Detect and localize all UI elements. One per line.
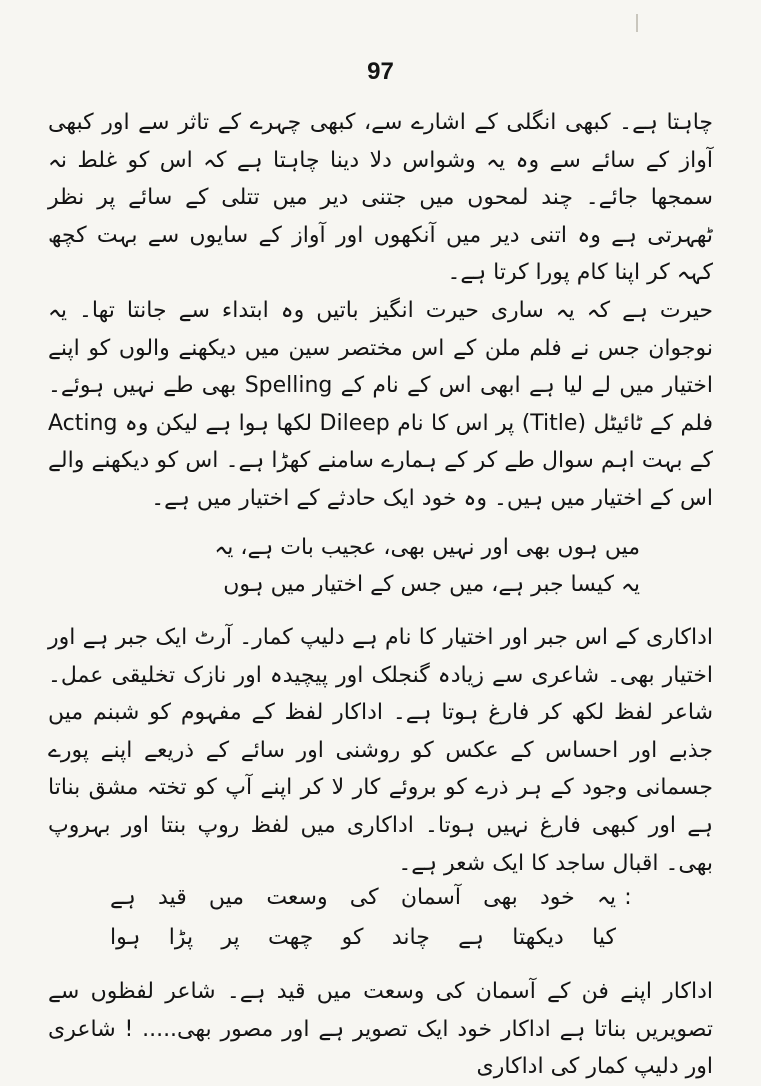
couplet-line-1-row (110, 878, 640, 918)
couplet-bullet: : (624, 885, 632, 910)
poem-line-2: یہ کیسا جبر ہے، میں جس کے اختیار میں ہوں (223, 572, 640, 597)
paragraph-3: اداکاری کے اس جبر اور اختیار کا نام ہے دلیپ کمار۔ آرٹ ایک جبر ہے اور اختیار بھی۔ شاعری سے زیادہ گنجلک اور پیچیدہ اور نازک تخلیقی عمل۔ شاعر لفظ لکھ کر فارغ ہوتا ہے۔ اداکار لفظ کے مفہوم کو شبنم میں جذبے اور احساس کے عکس کو روشنی اور سائے کے ذریعے اپنے پورے جسمانی وجود کے ہر ذرے کو بروئے کار لا کر اپنے آپ کو تختہ مشق بناتا ہے اور کبھی فارغ نہیں ہوتا۔ اداکاری میں لفظ روپ بنتا اور بہروپ بھی۔ اقبال ساجد کا ایک شعر ہے۔ (48, 625, 713, 876)
couplet-line-2-row (110, 918, 640, 958)
paragraph-2: حیرت ہے کہ یہ ساری حیرت انگیز باتیں وہ ابتداء سے جانتا تھا۔ یہ نوجوان جس نے فلم ملن کے اس مختصر سین میں دیکھنے والوں کو اپنے اختیار میں لے لیا ہے ابھی اس کے نام کے Spelling بھی طے نہیں ہوئے۔ فلم کے ٹائیٹل (Title) پر اس کا نام Dileep لکھا ہوا ہے لیکن وہ Acting کے بہت اہم سوال طے کر کے ہمارے سامنے کھڑا ہے۔ اس کو دیکھنے والے اس کے اختیار میں ہیں۔ وہ خود ایک حادثے کے اختیار میں ہے۔ (48, 298, 713, 511)
poem-line-1: میں ہوں بھی اور نہیں بھی، عجیب بات ہے، یہ (214, 535, 640, 560)
couplet (110, 878, 640, 958)
scan-mark (636, 14, 638, 32)
paragraph-4: اداکار اپنے فن کے آسمان کی وسعت میں قید ہے۔ شاعر لفظوں سے تصویریں بناتا ہے اداکار خود ایک تصویر ہے اور مصور بھی..... ! شاعری اور دلیپ کمار کی اداکاری (48, 979, 713, 1080)
poem-quote (160, 529, 640, 603)
couplet-line-1: یہ خود بھی آسمان کی وسعت میں قید ہے (110, 885, 616, 910)
paragraph-1: چاہتا ہے۔ کبھی انگلی کے اشارے سے، کبھی چہرے کے تاثر سے اور کبھی آواز کے سائے سے وہ یہ وشواس دلا دینا چاہتا ہے کہ اس کو غلط نہ سمجھا جائے۔ چند لمحوں میں جتنی دیر میں تتلی کے سائے پر نظر ٹھہرتی ہے وہ اتنی دیر میں آنکھوں اور آواز کے سایوں سے بہت کچھ کہہ کر اپنا کام پورا کرتا ہے۔ (48, 110, 713, 286)
page-number: 97 (367, 58, 394, 85)
couplet-line-2: کیا دیکھتا ہے چاند کو چھت پر پڑا ہوا (110, 925, 616, 950)
